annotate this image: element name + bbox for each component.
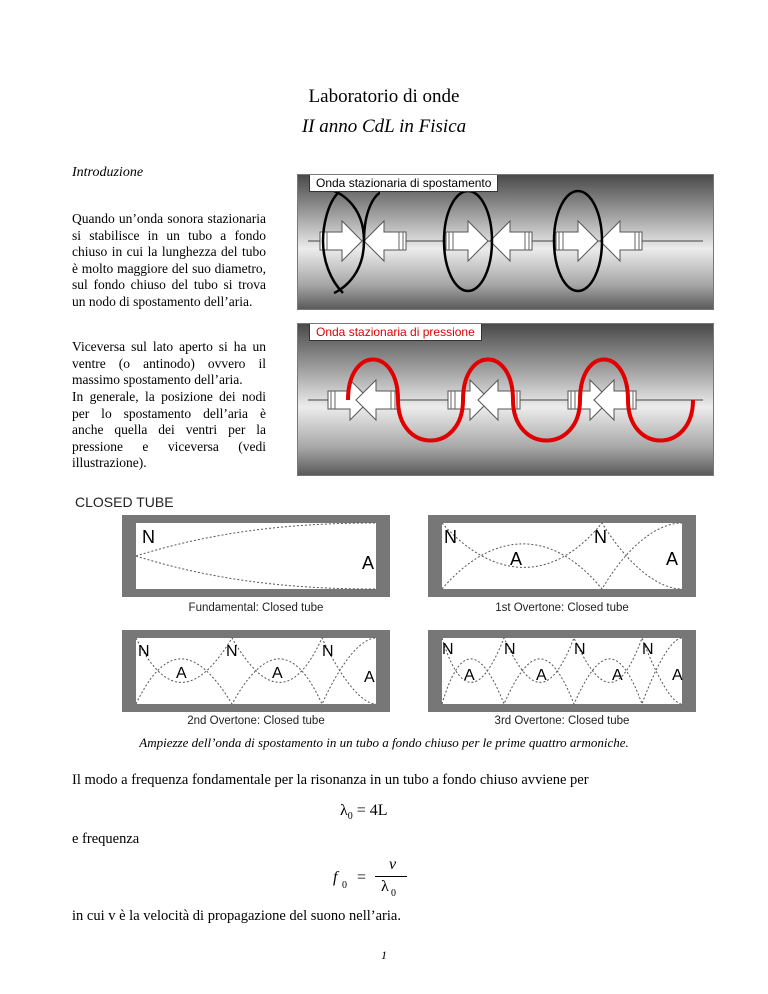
svg-text:A: A xyxy=(510,549,523,569)
caption-fundamental: Fundamental: Closed tube xyxy=(188,602,324,614)
caption-second-overtone: 2nd Overtone: Closed tube xyxy=(187,715,325,727)
page-number: 1 xyxy=(381,948,387,962)
third-overtone-tube xyxy=(428,630,696,712)
svg-text:N: N xyxy=(226,643,238,660)
node-label: N xyxy=(142,527,155,547)
second-overtone-tube xyxy=(122,630,390,712)
svg-text:N: N xyxy=(444,527,457,547)
svg-text:N: N xyxy=(504,641,516,658)
page-title: Laboratorio di onde xyxy=(308,86,460,107)
antinode-label: A xyxy=(362,553,375,573)
svg-text:N: N xyxy=(322,643,334,660)
closed-tube-title: CLOSED TUBE xyxy=(75,494,174,510)
svg-text:A: A xyxy=(612,667,623,684)
svg-text:N: N xyxy=(138,643,150,660)
displacement-wave-panel xyxy=(297,174,714,310)
intro-heading: Introduzione xyxy=(72,165,144,180)
fundamental-tube xyxy=(122,515,390,597)
page-subtitle: II anno CdL in Fisica xyxy=(301,116,467,137)
intro-paragraph-2: Viceversa sul lato aperto si ha un ventre (o antinodo) ovvero il massimo spostamento dell’aria. xyxy=(72,339,266,387)
displacement-wave-figure xyxy=(298,175,713,309)
intro-paragraph-1: Quando un’onda sonora stazionaria si stabilisce in un tubo a fondo chiuso in cui la lunghezza del tubo è molto maggiore del suo diametro, sul fondo chiuso del tubo si trova un nodo di spostamento dell’aria. xyxy=(72,211,266,309)
svg-text:N: N xyxy=(642,641,654,658)
displacement-wave-label: Onda stazionaria di spostamento xyxy=(309,174,498,192)
wavelength-equation: $\lambda_0 = 4L$ xyxy=(340,802,388,823)
svg-text:N: N xyxy=(574,641,586,658)
first-overtone-tube xyxy=(428,515,696,597)
pressure-wave-label: Onda stazionaria di pressione xyxy=(309,323,482,341)
svg-text:A: A xyxy=(272,665,283,682)
svg-text:A: A xyxy=(672,667,683,684)
body-line-1: Il modo a frequenza fondamentale per la risonanza in un tubo a fondo chiuso avviene per xyxy=(72,772,589,788)
svg-text:A: A xyxy=(464,667,475,684)
pressure-wave-figure xyxy=(298,324,713,475)
svg-text:N: N xyxy=(442,641,454,658)
caption-third-overtone: 3rd Overtone: Closed tube xyxy=(494,715,630,727)
svg-text:A: A xyxy=(536,667,547,684)
body-line-2: e frequenza xyxy=(72,831,140,847)
svg-text:N: N xyxy=(594,527,607,547)
caption-first-overtone: 1st Overtone: Closed tube xyxy=(495,602,629,614)
intro-paragraph-3: In generale, la posizione dei nodi per lo spostamento dell’aria è anche quella dei ventri per la pressione e viceversa (vedi illustrazione). xyxy=(72,389,266,470)
figure-caption: Ampiezze dell’onda di spostamento in un tubo a fondo chiuso per le prime quattro armoniche. xyxy=(139,735,629,750)
svg-text:A: A xyxy=(666,549,679,569)
svg-text:A: A xyxy=(364,669,375,686)
svg-text:A: A xyxy=(176,665,187,682)
body-line-3: in cui v è la velocità di propagazione del suono nell’aria. xyxy=(72,908,401,924)
pressure-wave-panel xyxy=(297,323,714,476)
